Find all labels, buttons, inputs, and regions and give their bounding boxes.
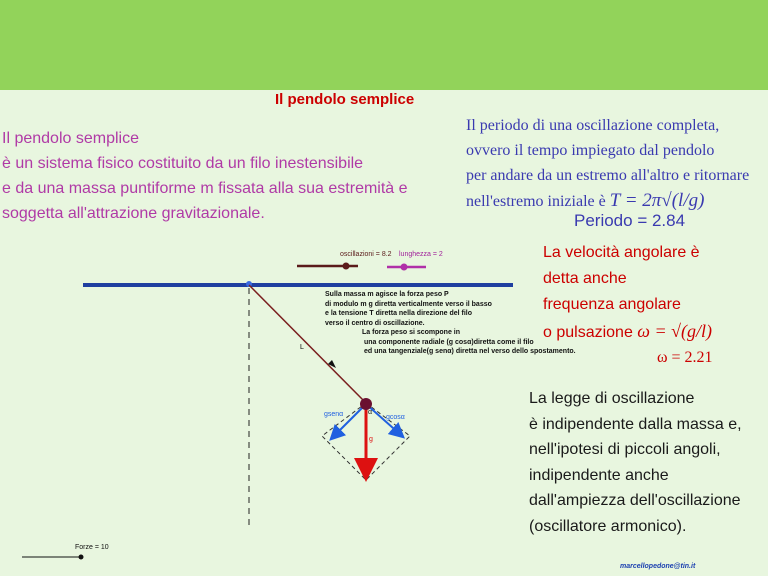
intro-line: e da una massa puntiforme m fissata alla sua estremità e — [2, 180, 408, 197]
force-line: una componente radiale (g cosα)diretta come il filo — [364, 338, 534, 346]
force-line: e la tensione T diretta nella direzione del filo — [325, 310, 473, 317]
law-line: (oscillatore armonico). — [529, 517, 687, 535]
force-line: verso il centro di oscillazione. — [325, 319, 425, 327]
angular-line: o pulsazione — [543, 324, 633, 341]
force-line: ed una tangenziale(g senα) diretta nel verso dello spostamento. — [364, 348, 576, 355]
author-email[interactable]: marcellopedone@tin.it — [620, 563, 696, 570]
law-line: è indipendente dalla massa e, — [529, 415, 742, 433]
force-line: La forza peso si scompone in — [362, 329, 461, 336]
string-length-label: L — [300, 344, 304, 351]
period-line: ovvero il tempo impiegato dal pendolo — [466, 142, 715, 159]
gcos-label: gcosα — [386, 414, 405, 421]
pendulum-string — [249, 285, 366, 403]
force-line: Sulla massa m agisce la forza peso P — [325, 291, 449, 298]
lunghezza-slider-handle[interactable] — [401, 264, 408, 271]
gsen-label: gsenα — [324, 411, 344, 418]
page-title: Il pendolo semplice — [275, 91, 415, 108]
intro-line: è un sistema fisico costituito da un filo inestensibile — [2, 155, 364, 172]
alpha-label: α — [368, 409, 373, 416]
forze-slider-handle[interactable] — [79, 555, 84, 560]
angular-line: detta anche — [543, 270, 627, 287]
oscillazioni-slider-handle[interactable] — [343, 263, 350, 270]
forze-label: Forze = 10 — [75, 544, 109, 551]
intro-line: soggetta all'attrazione gravitazionale. — [2, 205, 265, 222]
angular-line: frequenza angolare — [543, 296, 681, 313]
intro-line: Il pendolo semplice — [2, 130, 139, 147]
tangential-component-arrow — [332, 404, 366, 438]
omega-value: ω = 2.21 — [657, 349, 713, 366]
period-formula: T = 2π√(l/g) — [609, 190, 705, 211]
lunghezza-label: lunghezza = 2 — [399, 251, 443, 258]
law-line: La legge di oscillazione — [529, 390, 695, 407]
period-line: nell'estremo iniziale è — [466, 193, 606, 210]
angular-line: La velocità angolare è — [543, 244, 700, 261]
force-line: di modulo m g diretta verticalmente verso il basso — [325, 300, 492, 308]
period-value: Periodo = 2.84 — [574, 211, 686, 230]
law-line: nell'ipotesi di piccoli angoli, — [529, 441, 721, 458]
period-line: per andare da un estremo all'altro e ritornare — [466, 167, 750, 184]
law-line: dall'ampiezza dell'oscillazione — [529, 492, 741, 509]
omega-formula: ω = √(g/l) — [637, 321, 713, 341]
g-label: g — [369, 436, 373, 443]
oscillazioni-label: oscillazioni = 8.2 — [340, 251, 392, 258]
period-line: Il periodo di una oscillazione completa, — [466, 117, 720, 134]
law-line: indipendente anche — [529, 466, 669, 484]
